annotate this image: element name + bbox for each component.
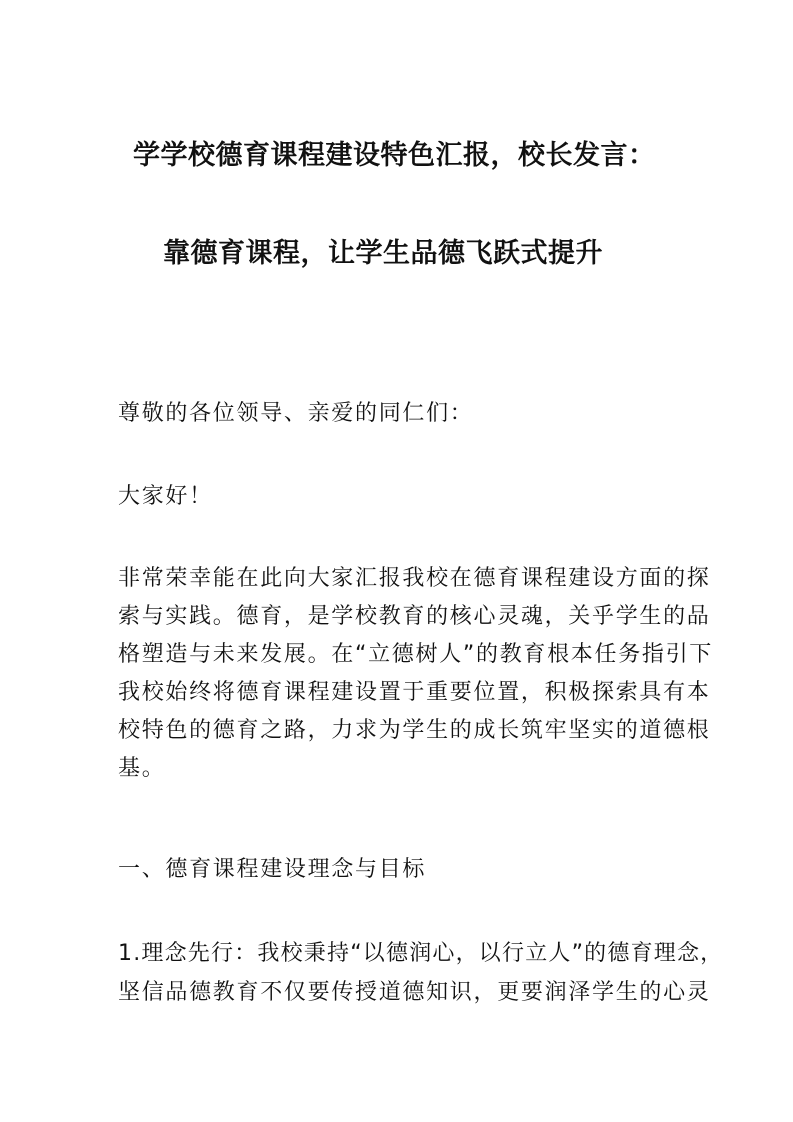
section-heading: 一、德育课程建设理念与目标 [118, 857, 427, 882]
greeting: 大家好！ [118, 484, 213, 509]
paragraph-line: 索与实践。德育，是学校教育的核心灵魂，关乎学生的品 [118, 604, 711, 629]
paragraph-line: 格塑造与未来发展。在“立德树人”的教育根本任务指引下 [118, 642, 713, 667]
paragraph-line: 我校始终将德育课程建设置于重要位置，积极探索具有本 [118, 680, 711, 705]
paragraph-line: 1.理念先行：我校秉持“以德润心，以行立人”的德育理念， [118, 941, 724, 966]
salutation: 尊敬的各位领导、亲爱的同仁们： [118, 401, 474, 426]
paragraph-line: 校特色的德育之路，力求为学生的成长筑牢坚实的道德根 [118, 718, 711, 743]
document-title-line-2: 靠德育课程，让学生品德飞跃式提升 [163, 238, 603, 269]
document-title-line-1: 学学校德育课程建设特色汇报，校长发言： [133, 140, 656, 171]
paragraph-line: 坚信品德教育不仅要传授道德知识，更要润泽学生的心灵 [118, 980, 711, 1005]
paragraph-line: 基。 [118, 756, 166, 781]
paragraph-line: 非常荣幸能在此向大家汇报我校在德育课程建设方面的探 [118, 566, 711, 591]
